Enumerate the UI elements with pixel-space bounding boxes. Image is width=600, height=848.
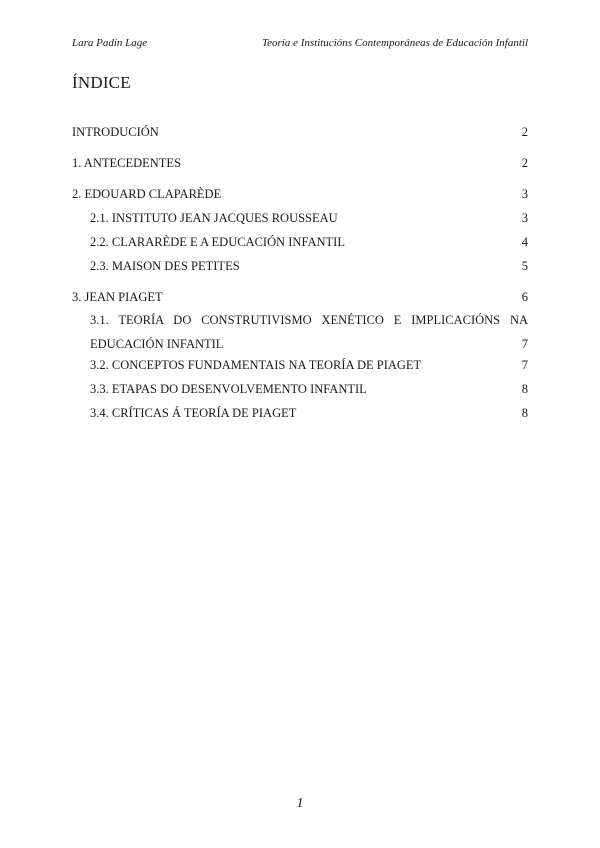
toc-entry-page: 7 bbox=[521, 358, 528, 372]
toc-entry-etapas-desenvolvemento[interactable] bbox=[90, 381, 528, 397]
toc-entry-label-line2: EDUCACIÓN INFANTIL bbox=[90, 337, 224, 351]
toc-entry-label: 2.1. INSTITUTO JEAN JACQUES ROUSSEAU bbox=[90, 211, 338, 225]
header-course-title: Teoría e Institucións Contemporáneas de Educación Infantil bbox=[261, 37, 528, 49]
toc-entry-antecedentes[interactable] bbox=[72, 155, 528, 171]
toc-entry-constrututivismo[interactable] bbox=[90, 308, 528, 356]
toc-title: ÍNDICE bbox=[72, 73, 131, 92]
toc-entry-page: 4 bbox=[521, 235, 528, 249]
toc-entry-page: 2 bbox=[521, 156, 528, 170]
toc-entry-label: 2.2. CLARARÈDE E A EDUCACIÓN INFANTIL bbox=[90, 235, 345, 249]
toc-entry-page: 3 bbox=[521, 187, 528, 201]
toc-entry-conceptos-fundamentais[interactable] bbox=[90, 357, 528, 373]
toc-entry-criticas-piaget[interactable] bbox=[90, 405, 528, 421]
toc-entry-label: INTRODUCIÓN bbox=[72, 125, 159, 139]
toc-entry-label: 1. ANTECEDENTES bbox=[72, 156, 182, 170]
table-of-contents bbox=[72, 0, 528, 848]
toc-entry-label: 3. JEAN PIAGET bbox=[72, 290, 163, 304]
toc-entry-page: 7 bbox=[521, 337, 528, 351]
toc-entry-label: 2.3. MAISON DES PETITES bbox=[90, 259, 240, 273]
toc-entry-claparede[interactable] bbox=[72, 186, 528, 202]
toc-entry-introducion[interactable] bbox=[72, 124, 528, 140]
toc-entry-page: 5 bbox=[521, 259, 528, 273]
page-number: 1 bbox=[296, 796, 304, 811]
toc-entry-clararede-educacion[interactable] bbox=[90, 234, 528, 250]
toc-entry-page: 8 bbox=[521, 382, 528, 396]
toc-entry-page: 6 bbox=[521, 290, 528, 304]
toc-entry-maison-des-petites[interactable] bbox=[90, 258, 528, 274]
toc-entry-label: 2. EDOUARD CLAPARÈDE bbox=[72, 187, 222, 201]
toc-entry-instituto-rousseau[interactable] bbox=[90, 210, 528, 226]
toc-entry-label: 3.4. CRÍTICAS Á TEORÍA DE PIAGET bbox=[90, 406, 297, 420]
toc-entry-label: 3.2. CONCEPTOS FUNDAMENTAIS NA TEORÍA DE PIAGET bbox=[90, 358, 422, 372]
toc-entry-label: 3.3. ETAPAS DO DESENVOLVEMENTO INFANTIL bbox=[90, 382, 367, 396]
toc-entry-line2 bbox=[90, 332, 528, 356]
toc-entry-jean-piaget[interactable] bbox=[72, 289, 528, 305]
toc-entry-label-line1: 3.1. TEORÍA DO CONSTRUTIVISMO XENÉTICO E IMPLICACIÓNS NA bbox=[90, 313, 528, 327]
toc-entry-page: 3 bbox=[521, 211, 528, 225]
toc-entry-page: 8 bbox=[521, 406, 528, 420]
header-author: Lara Padín Lage bbox=[72, 37, 148, 49]
toc-entry-page: 2 bbox=[521, 125, 528, 139]
